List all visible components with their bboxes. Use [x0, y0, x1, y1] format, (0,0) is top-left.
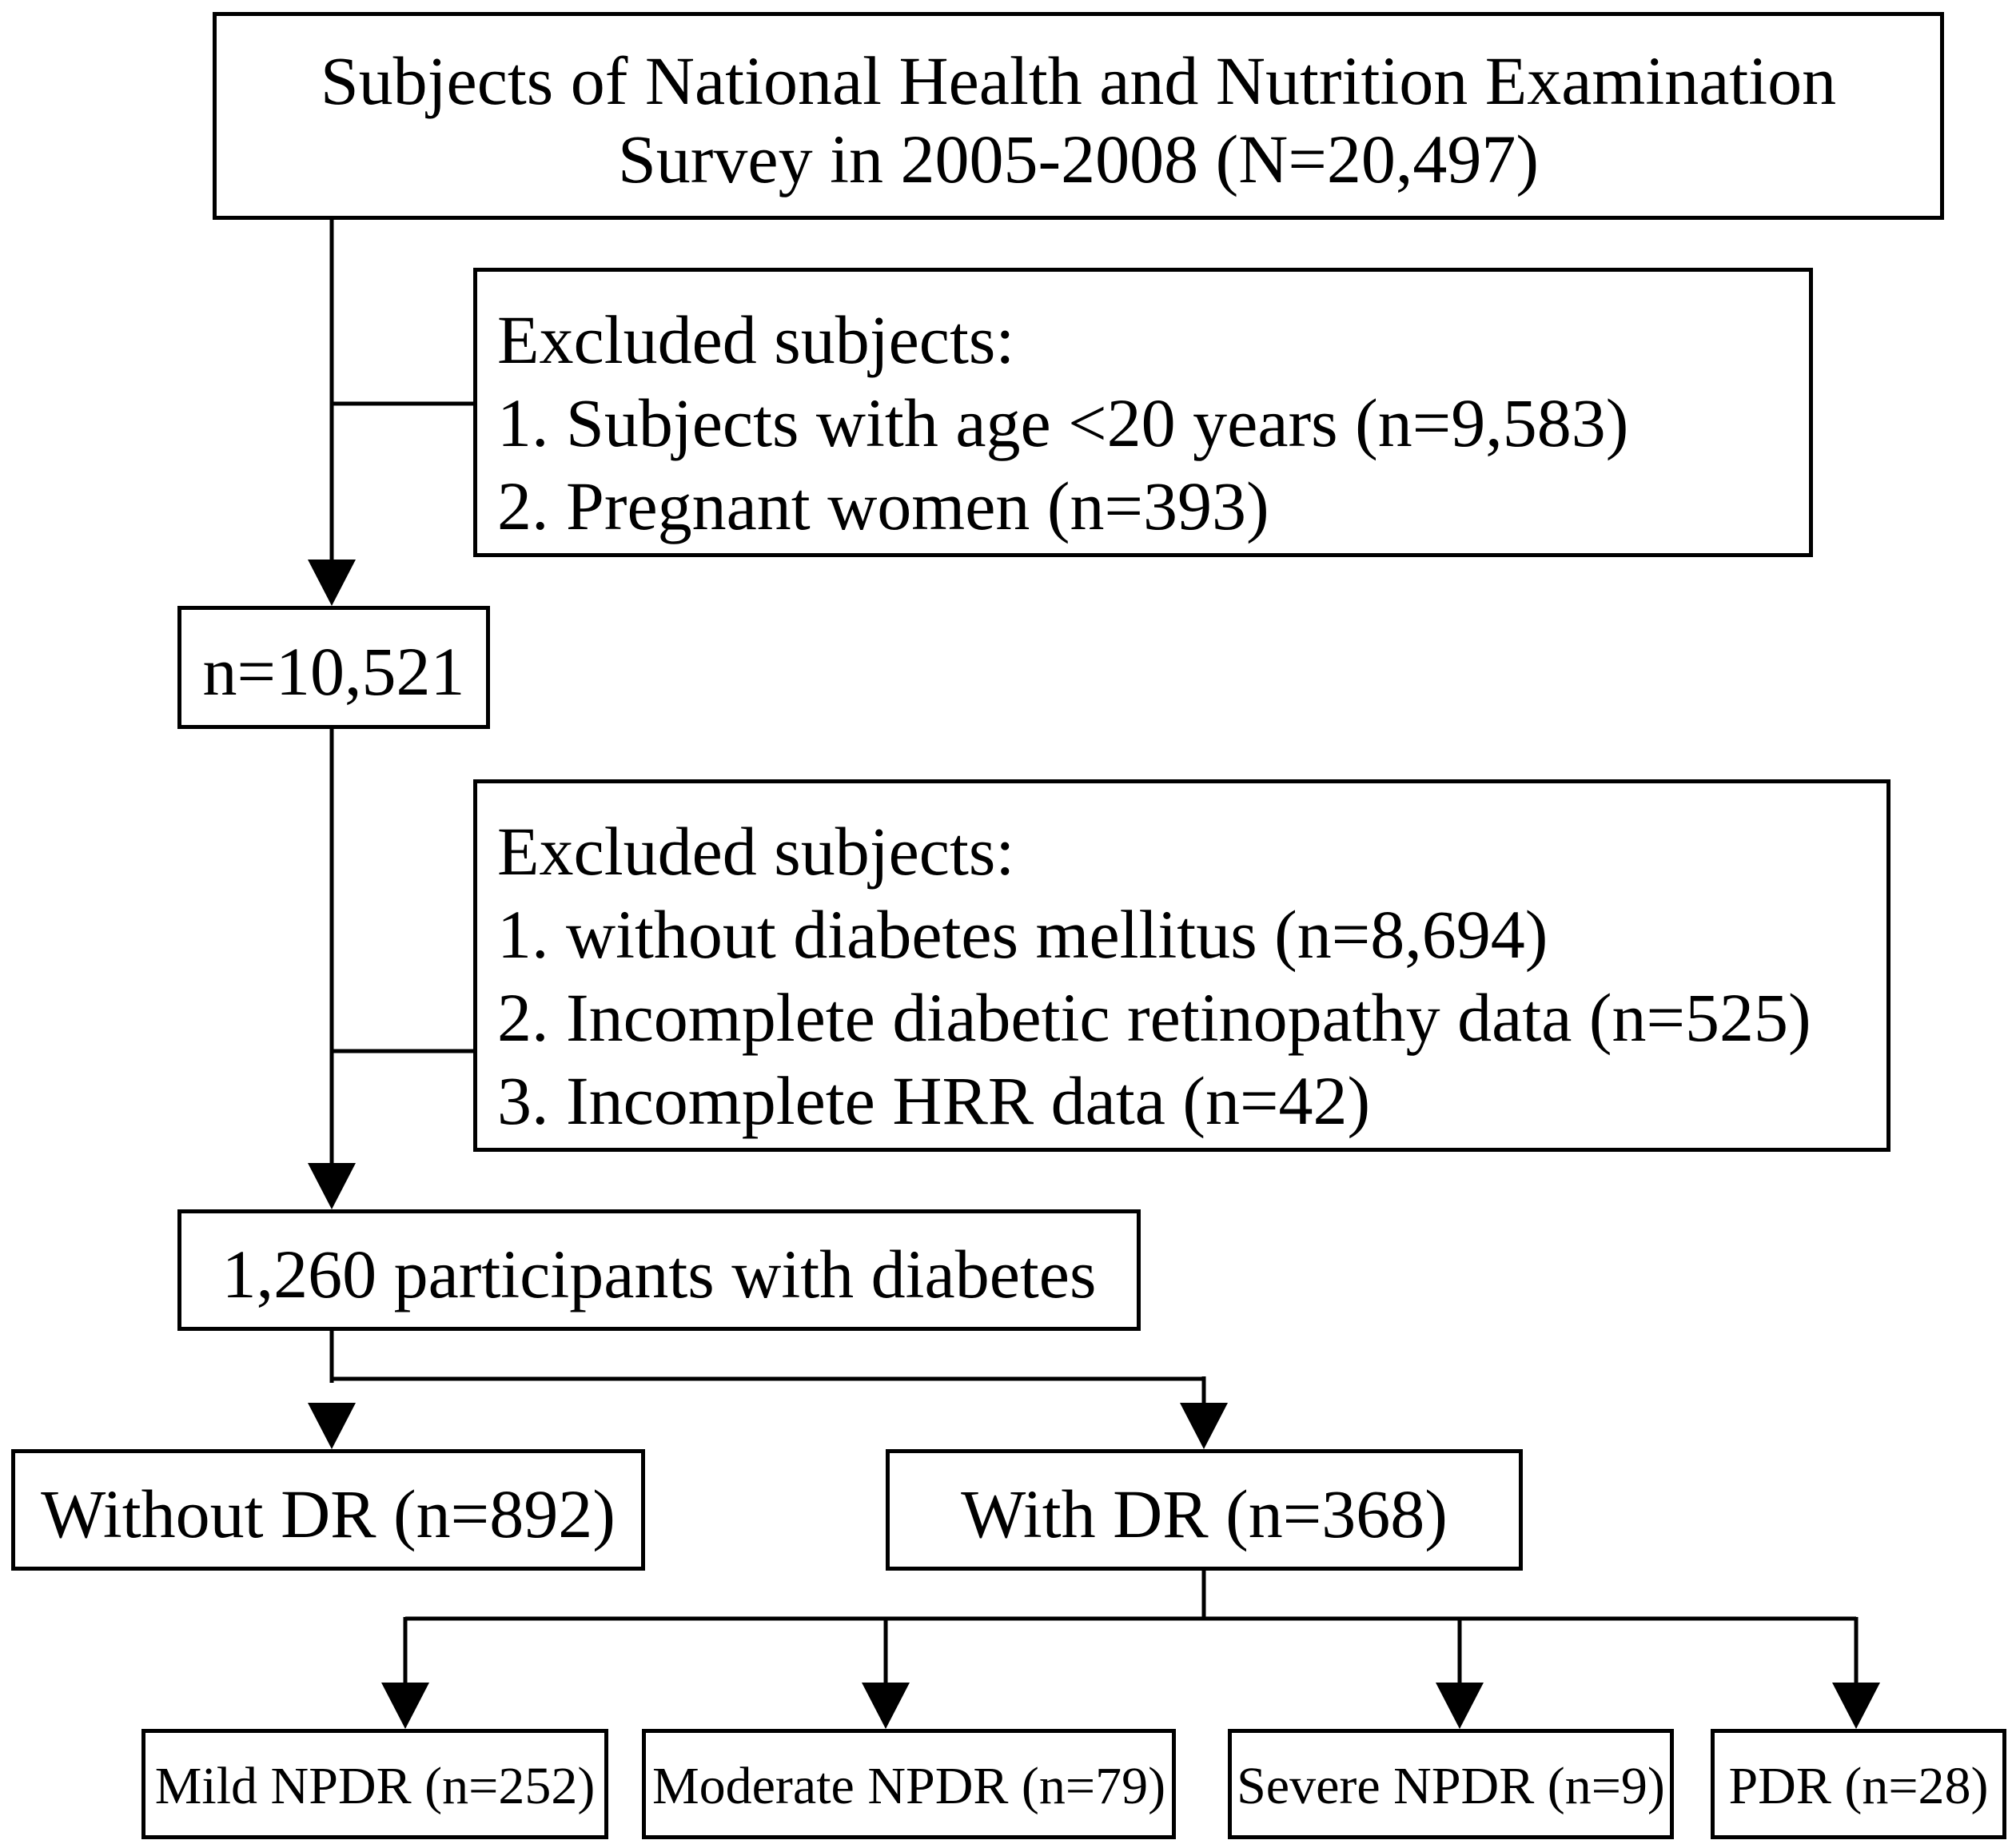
- arrowhead-pdr: [1832, 1683, 1880, 1729]
- arrowhead-moderate: [862, 1683, 910, 1729]
- step2-box: [177, 606, 490, 729]
- exclusion-1-title: Excluded subjects:: [497, 301, 1015, 378]
- step3-box: [177, 1209, 1141, 1331]
- exclusion-2-item-2: 2. Incomplete diabetic retinopathy data (n=525): [497, 979, 1811, 1056]
- exclusion-1-item-1: 1. Subjects with age <20 years (n=9,583): [497, 384, 1629, 461]
- arrowhead-step2: [308, 560, 356, 606]
- step3-label: 1,260 participants with diabetes: [221, 1236, 1097, 1312]
- pdr-box: [1711, 1729, 2006, 1839]
- exclusion-box-2: [473, 779, 1890, 1152]
- arrowhead-step3: [308, 1163, 356, 1209]
- mild-npdr-box: [141, 1729, 608, 1839]
- arrowhead-severe: [1436, 1683, 1484, 1729]
- without-dr-box: [11, 1449, 645, 1571]
- pdr-label: PDR (n=28): [1728, 1757, 1989, 1815]
- exclusion-1-item-2: 2. Pregnant women (n=393): [497, 468, 1269, 544]
- exclusion-box-1: [473, 268, 1813, 557]
- arrowhead-mild: [381, 1683, 429, 1729]
- with-dr-box: [886, 1449, 1523, 1571]
- moderate-npdr-box: [642, 1729, 1176, 1839]
- exclusion-2-title: Excluded subjects:: [497, 813, 1015, 890]
- exclusion-2-item-3: 3. Incomplete HRR data (n=42): [497, 1062, 1371, 1139]
- top-box-line2: Survey in 2005-2008 (N=20,497): [617, 121, 1540, 197]
- moderate-npdr-label: Moderate NPDR (n=79): [651, 1757, 1166, 1815]
- exclusion-2-item-1: 1. without diabetes mellitus (n=8,694): [497, 896, 1548, 973]
- top-box-line1: Subjects of National Health and Nutrition Examination: [320, 42, 1837, 119]
- severe-npdr-label: Severe NPDR (n=9): [1237, 1757, 1665, 1815]
- arrowhead-with-dr: [1180, 1403, 1228, 1449]
- severe-npdr-box: [1228, 1729, 1674, 1839]
- mild-npdr-label: Mild NPDR (n=252): [154, 1757, 596, 1815]
- arrowhead-without-dr: [308, 1403, 356, 1449]
- without-dr-label: Without DR (n=892): [41, 1476, 616, 1552]
- step2-label: n=10,521: [202, 633, 465, 710]
- top-box: [213, 12, 1944, 220]
- with-dr-label: With DR (n=368): [961, 1476, 1448, 1552]
